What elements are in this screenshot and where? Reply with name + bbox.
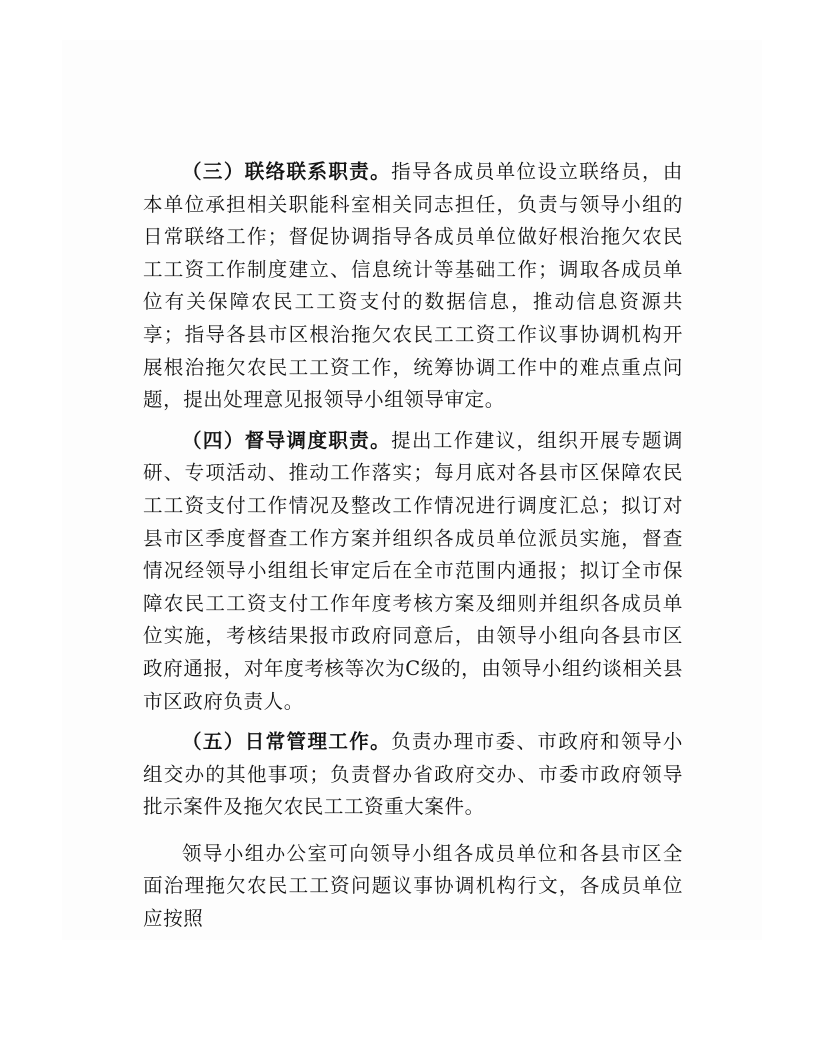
paragraph-text: 领导小组办公室可向领导小组各成员单位和各县市区全面治理拖欠农民工工资问题议事协调机构行文，各成员单位应按照 <box>143 841 683 931</box>
paragraph-supervision-duties <box>143 425 683 718</box>
paragraph-heading: （五）日常管理工作。 <box>182 730 392 754</box>
document-body <box>143 156 683 936</box>
paragraph-text: 提出工作建议，组织开展专题调研、专项活动、推动工作落实；每月底对各县市区保障农民工工资支付工作情况及整改工作情况进行调度汇总；拟订对县市区季度督查工作方案并组织各成员单位派员实施，督查情况经领导小组组长审定后在全市范围内通报；拟订全市保障农民工工资支付工作年度考核方案及细则并组织各成员单位实施，考核结果报市政府同意后，由领导小组向各县市区政府通报，对年度考核等次为C级的，由领导小组约谈相关县市区政府负责人。 <box>143 428 683 713</box>
paragraph-office-correspondence <box>143 838 683 936</box>
paragraph-text: 指导各成员单位设立联络员，由本单位承担相关职能科室相关同志担任，负责与领导小组的日常联络工作；督促协调指导各成员单位做好根治拖欠农民工工资工作制度建立、信息统计等基础工作；调取各成员单位有关保障农民工工资支付的数据信息，推动信息资源共享；指导各县市区根治拖欠农民工工资工作议事协调机构开展根治拖欠农民工工资工作，统筹协调工作中的难点重点问题，提出处理意见报领导小组领导审定。 <box>143 160 683 412</box>
paragraph-liaison-duties <box>143 156 683 417</box>
paragraph-heading: （四）督导调度职责。 <box>182 428 392 452</box>
paragraph-daily-management <box>143 726 683 824</box>
paragraph-heading: （三）联络联系职责。 <box>182 160 392 183</box>
paragraph-text: 负责办理市委、市政府和领导小组交办的其他事项；负责督办省政府交办、市委市政府领导批示案件及拖欠农民工工资重大案件。 <box>143 730 683 819</box>
